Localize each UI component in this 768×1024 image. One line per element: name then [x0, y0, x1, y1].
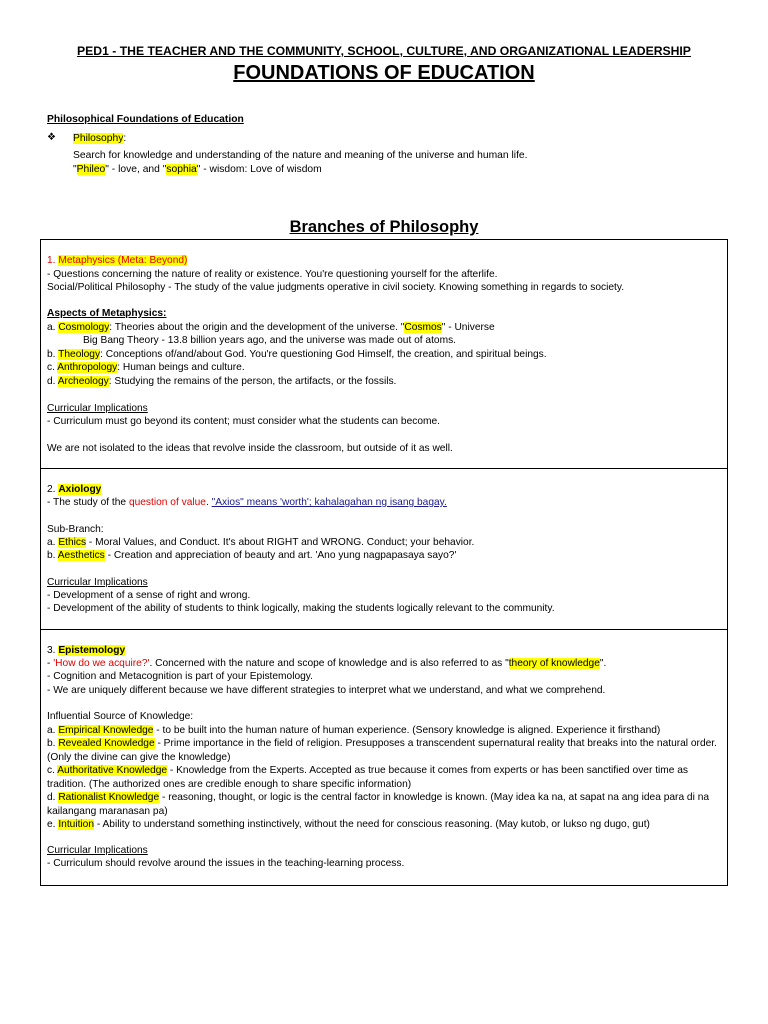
text: - Ability to understand something instinctively, without the need for conscious reasoning. (May kutob, or lukso ng dugo, gut): [94, 819, 650, 830]
epistemology-box: [40, 629, 728, 886]
axiology-title: [47, 484, 101, 496]
text: - Prime importance in the field of religion. Presupposes a transcendent supernatural reality that breaks into the natural order. (Only the divine can give the knowledge): [47, 738, 717, 763]
branches-title: Branches of Philosophy: [289, 218, 479, 236]
sub-branch-aesthetics: [47, 550, 456, 562]
prefix: a.: [47, 725, 59, 736]
text: - Creation and appreciation of beauty and art. 'Ano yung nagpapasaya sayo?': [104, 550, 457, 561]
document-title: FOUNDATIONS OF EDUCATION: [233, 62, 535, 84]
curricular-line1: - Curriculum must go beyond its content; must consider what the students can become.: [47, 416, 440, 427]
text: .: [205, 497, 212, 508]
authoritative-term: Authoritative Knowledge: [57, 765, 168, 776]
big-bang-line: Big Bang Theory - 13.8 billion years ago, and the universe was made out of atoms.: [83, 335, 457, 346]
aspects-heading: Aspects of Metaphysics:: [47, 308, 167, 319]
rationalist-term: Rationalist Knowledge: [58, 792, 160, 803]
curricular-implications-heading: Curricular Implications: [47, 403, 148, 414]
theology-term: Theology: [58, 349, 101, 360]
text: - to be built into the human nature of human experience. (Sensory knowledge is aligned. Experience it firsthand): [153, 725, 661, 736]
philosophy-etymology: [73, 164, 322, 175]
source-revealed: [47, 737, 723, 764]
curricular-line2: We are not isolated to the ideas that revolve inside the classroom, but outside of it as well.: [47, 443, 453, 454]
anthropology-term: Anthropology: [57, 362, 118, 373]
prefix: c.: [47, 362, 58, 373]
course-heading: PED1 - THE TEACHER AND THE COMMUNITY, SCHOOL, CULTURE, AND ORGANIZATIONAL LEADERSHIP: [77, 44, 691, 58]
text: ": [73, 164, 77, 175]
text: - reasoning, thought, or logic is the central factor in knowledge is known. (May idea ka na, at sapat na ang idea para di na kailangang maranasan pa): [47, 792, 710, 817]
theory-of-knowledge-term: theory of knowledge: [508, 658, 600, 669]
revealed-term: Revealed Knowledge: [58, 738, 155, 749]
colon: :: [123, 133, 127, 144]
text: " - love, and ": [105, 164, 167, 175]
source-heading: Influential Source of Knowledge:: [47, 711, 194, 722]
number: 3.: [47, 645, 59, 656]
phileo-term: Phileo: [76, 164, 106, 175]
source-intuition: [47, 818, 723, 832]
cosmos-term: Cosmos: [404, 322, 442, 333]
aspect-theology: [47, 349, 547, 361]
epistemology-line3: - We are uniquely different because we have different strategies to interpret what we understand, and what we comprehend.: [47, 685, 606, 696]
aspect-archeology: [47, 376, 396, 388]
text: -: [47, 658, 54, 669]
curricular-line1: - Development of a sense of right and wrong.: [47, 590, 251, 601]
prefix: d.: [47, 376, 58, 387]
intuition-term: Intuition: [58, 819, 95, 830]
text: : Human beings and culture.: [117, 362, 245, 373]
text: " - wisdom: Love of wisdom: [196, 164, 322, 175]
cosmology-term: Cosmology: [58, 322, 110, 333]
text: : Theories about the origin and the development of the universe. ": [109, 322, 405, 333]
source-authoritative: [47, 764, 723, 791]
how-do-we-acquire: 'How do we acquire?': [53, 658, 150, 669]
prefix: d.: [47, 792, 59, 803]
prefix: c.: [47, 765, 58, 776]
aesthetics-term: Aesthetics: [57, 550, 105, 561]
philosophy-definition: Search for knowledge and understanding of the nature and meaning of the universe and human life.: [73, 150, 528, 161]
curricular-implications-heading: Curricular Implications: [47, 845, 148, 856]
text: - The study of the: [47, 497, 129, 508]
text: ".: [599, 658, 607, 669]
philosophy-term-text: Philosophy: [73, 133, 124, 144]
metaphysics-title: [47, 255, 187, 267]
text: : Studying the remains of the person, the artifacts, or the fossils.: [108, 376, 397, 387]
metaphysics-term: Metaphysics: [58, 255, 115, 266]
sophia-term: sophia: [166, 164, 197, 175]
sub-branch-heading: Sub-Branch:: [47, 524, 104, 535]
axiology-term: Axiology: [58, 484, 102, 495]
empirical-term: Empirical Knowledge: [58, 725, 154, 736]
text: " - Universe: [441, 322, 495, 333]
sub-branch-ethics: [47, 537, 474, 549]
axios-meaning: "Axios" means 'worth'; kahalagahan ng isang bagay.: [211, 497, 447, 508]
prefix: b.: [47, 738, 59, 749]
prefix: a.: [47, 537, 59, 548]
epistemology-title: [47, 645, 125, 657]
prefix: e.: [47, 819, 59, 830]
epistemology-line2: - Cognition and Metacognition is part of your Epistemology.: [47, 671, 313, 682]
archeology-term: Archeology: [57, 376, 109, 387]
prefix: a.: [47, 322, 59, 333]
philosophy-term: [73, 133, 126, 144]
diamond-bullet-icon: ❖: [47, 132, 56, 143]
question-of-value: question of value: [128, 497, 206, 508]
source-empirical: [47, 724, 723, 738]
text: : Conceptions of/and/about God. You're questioning God Himself, the creation, and spiritual beings.: [100, 349, 547, 360]
metaphysics-box: [40, 239, 728, 469]
curricular-line2: - Development of the ability of students to think logically, making the students logically relevant to the community.: [47, 603, 555, 614]
metaphysics-line1: - Questions concerning the nature of reality or existence. You're questioning yourself for the afterlife.: [47, 269, 498, 280]
number: 1.: [47, 255, 59, 266]
axiology-box: [40, 468, 728, 630]
curricular-implications-heading: Curricular Implications: [47, 577, 148, 588]
number: 2.: [47, 484, 59, 495]
ethics-term: Ethics: [58, 537, 87, 548]
section-heading: Philosophical Foundations of Education: [47, 114, 244, 125]
text: - Moral Values, and Conduct. It's about RIGHT and WRONG. Conduct; your behavior.: [86, 537, 475, 548]
source-rationalist: [47, 791, 723, 818]
epistemology-line1: [47, 658, 606, 670]
text: - Knowledge from the Experts. Accepted as true because it comes from experts or has been sanctified over time as tradition. (The authorized ones are credible enough to share specific information): [47, 765, 689, 790]
metaphysics-note: (Meta: Beyond): [114, 255, 188, 266]
aspect-anthropology: [47, 362, 245, 374]
epistemology-term: Epistemology: [58, 645, 126, 656]
metaphysics-line2: Social/Political Philosophy - The study of the value judgments operative in civil society. Knowing something in regards to society.: [47, 282, 625, 293]
prefix: b.: [47, 349, 59, 360]
axiology-line1: [47, 497, 447, 509]
aspect-cosmology: [47, 322, 495, 334]
text: . Concerned with the nature and scope of knowledge and is also referred to as ": [149, 658, 509, 669]
prefix: b.: [47, 550, 58, 561]
curricular-line1: - Curriculum should revolve around the issues in the teaching-learning process.: [47, 858, 405, 869]
